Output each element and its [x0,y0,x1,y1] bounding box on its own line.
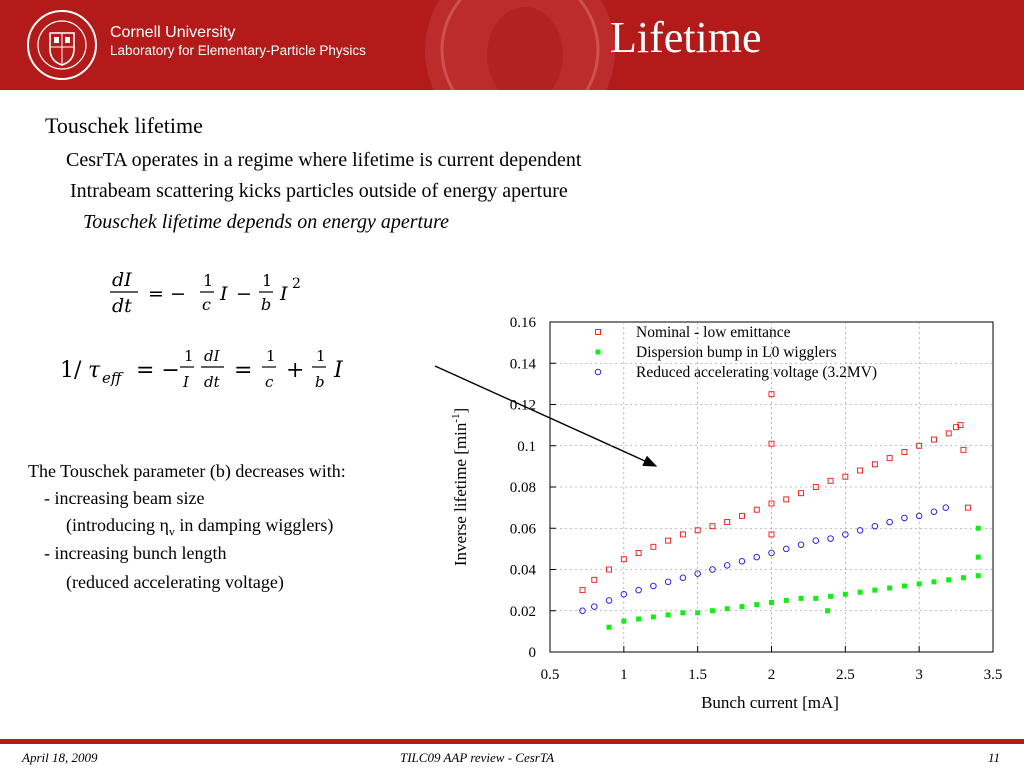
svg-text:1: 1 [316,347,326,365]
series-3-point [887,519,893,525]
svg-text:=: = [234,358,253,383]
svg-text:I: I [220,283,228,305]
y-tick-label: 0.1 [517,438,536,455]
series-3-point [931,509,937,515]
param-intro: The Touschek parameter (b) decreases with: [28,461,346,481]
series-3-point [592,604,598,610]
series-3-point [872,523,878,529]
param-item-2 [66,515,333,540]
y-axis-label-end: ] [451,407,470,414]
svg-text:−: − [236,283,252,305]
series-1-point [725,520,730,525]
series-2-point [666,612,671,617]
y-tick-label: 0.14 [509,356,536,373]
svg-text:1/: 1/ [60,358,82,383]
series-1-point [710,524,715,529]
svg-text:= −: = − [136,358,180,383]
series-3-point [680,575,686,581]
x-axis-label: Bunch current [mA] [701,693,839,712]
series-1-point [580,588,585,593]
series-2-point [961,575,966,580]
svg-text:b: b [261,295,272,314]
series-1-point [799,491,804,496]
series-1-point [858,468,863,473]
series-2-point [887,586,892,591]
svg-text:1: 1 [262,271,273,290]
lab-name: Laboratory for Elementary-Particle Physics [110,43,366,58]
cornell-seal-icon [26,9,98,81]
bullet-2: Intrabeam scattering kicks particles outside of energy aperture [70,180,568,202]
y-axis-label-sup: -1 [450,413,462,423]
series-2-point [946,577,951,582]
series-3-point [724,563,730,569]
series-3-point [798,542,804,548]
series-1-point [651,544,656,549]
series-3-point [783,546,789,552]
series-2-point [710,608,715,613]
legend-marker-2 [596,350,601,355]
series-1-point [636,551,641,556]
series-1-point [784,497,789,502]
svg-text:I: I [280,283,288,305]
legend-label-3: Reduced accelerating voltage (3.2MV) [636,364,878,381]
lifetime-chart [430,300,1020,720]
y-tick-label: 0.02 [509,603,536,620]
series-3-point [754,554,760,560]
svg-text:b: b [315,373,325,391]
series-1-point [739,513,744,518]
series-1-point [828,478,833,483]
series-1-point [680,532,685,537]
legend-label-2: Dispersion bump in L0 wigglers [636,344,837,361]
series-2-point [636,617,641,622]
svg-text:dt: dt [112,295,132,317]
param-item-1: - increasing beam size [44,488,205,508]
param-item-3: - increasing bunch length [44,543,227,563]
legend [595,324,877,381]
svg-text:= −: = − [148,283,186,305]
series-2-point [784,598,789,603]
bullet-1: CesrTA operates in a regime where lifetime is current dependent [66,149,582,171]
y-tick-label: 0.08 [509,480,536,496]
series-1-point [592,577,597,582]
header-bar [0,0,1024,90]
series-3-point [606,598,612,604]
series-2-point [902,584,907,589]
series-1-point [872,462,877,467]
page-number: 11 [988,750,1001,765]
legend-marker-3 [595,369,601,375]
series-3-point [636,587,642,593]
x-tick-label: 2 [767,667,776,683]
series-1-point [754,507,759,512]
series-3-point [828,536,834,542]
bullet-3: Touschek lifetime depends on energy aperture [83,211,450,233]
svg-text:dI: dI [204,347,220,365]
series-2-point [607,625,612,630]
series-2-point [976,526,981,531]
svg-text:2: 2 [292,276,301,292]
y-tick-label: 0.12 [509,397,536,414]
series-3-point [651,583,657,589]
series-2-point [843,592,848,597]
series-1-point [887,456,892,461]
y-tick-label: 0 [528,645,536,661]
series-2-point [813,596,818,601]
x-tick-label: 0.5 [540,667,560,683]
slide-title: Lifetime [610,13,762,62]
x-tick-label: 1.5 [688,667,708,683]
series-2-point [739,604,744,609]
section-heading: Touschek lifetime [45,113,203,138]
footer-date: April 18, 2009 [22,750,98,765]
svg-text:I: I [183,373,189,391]
svg-text:eff: eff [102,369,122,387]
series-2-point [917,581,922,586]
series-2-point [651,614,656,619]
param-item-2-text: (introducing η [66,515,169,535]
footer-center: TILC09 AAP review - CesrTA [400,750,555,765]
svg-text:τ: τ [88,358,101,383]
svg-text:1: 1 [184,347,194,365]
param-item-2-tail: in damping wigglers) [179,515,334,535]
medallion-icon [420,0,620,90]
series-2-point [976,555,981,560]
series-3-point [813,538,819,544]
x-tick-label: 1 [620,667,628,683]
series-2-point [725,606,730,611]
series-3-point [665,579,671,585]
y-tick-label: 0.04 [509,562,536,579]
x-tick-label: 3.5 [983,667,1003,683]
svg-text:1: 1 [203,271,214,290]
series-3-point [739,558,745,564]
svg-text:1: 1 [266,347,276,365]
university-name: Cornell University [110,24,236,41]
series-1-point [666,538,671,543]
series-1-point [902,449,907,454]
series-2-point [872,588,877,593]
svg-text:c: c [265,373,274,391]
series-1-point [931,437,936,442]
series-2-point [976,573,981,578]
svg-text:dI: dI [112,269,132,291]
svg-text:+: + [286,358,305,383]
legend-label-1: Nominal - low emittance [636,324,791,341]
eta-subscript: v [168,524,175,539]
legend-marker-1 [596,330,601,335]
y-tick-label: 0.06 [509,521,536,538]
series-2-point [931,579,936,584]
svg-text:I: I [334,358,343,383]
y-axis-label-text: Inverse lifetime [min [451,422,470,567]
series-3-point [943,505,949,511]
series-3-point [902,515,908,521]
series-2-point [858,590,863,595]
series-1-point [946,431,951,436]
series-1-point [965,505,970,510]
series-1-point [961,447,966,452]
series-2-point [825,608,830,613]
series-2-point [799,596,804,601]
equation-tau-eff [58,345,418,395]
param-item-4: (reduced accelerating voltage) [66,572,284,592]
series-2-point [695,610,700,615]
footer-rule [0,739,1024,744]
series-2-point [680,610,685,615]
x-tick-label: 3 [915,667,923,683]
x-tick-label: 2.5 [835,667,855,683]
data-points [580,392,981,630]
series-2-point [621,619,626,624]
svg-text:c: c [202,295,211,314]
y-tick-label: 0.16 [509,315,536,331]
y-axis-label [450,408,470,566]
series-2-point [828,594,833,599]
svg-text:dt: dt [204,373,220,391]
equation-di-dt [108,268,348,320]
series-2-point [754,602,759,607]
series-2-point [769,600,774,605]
